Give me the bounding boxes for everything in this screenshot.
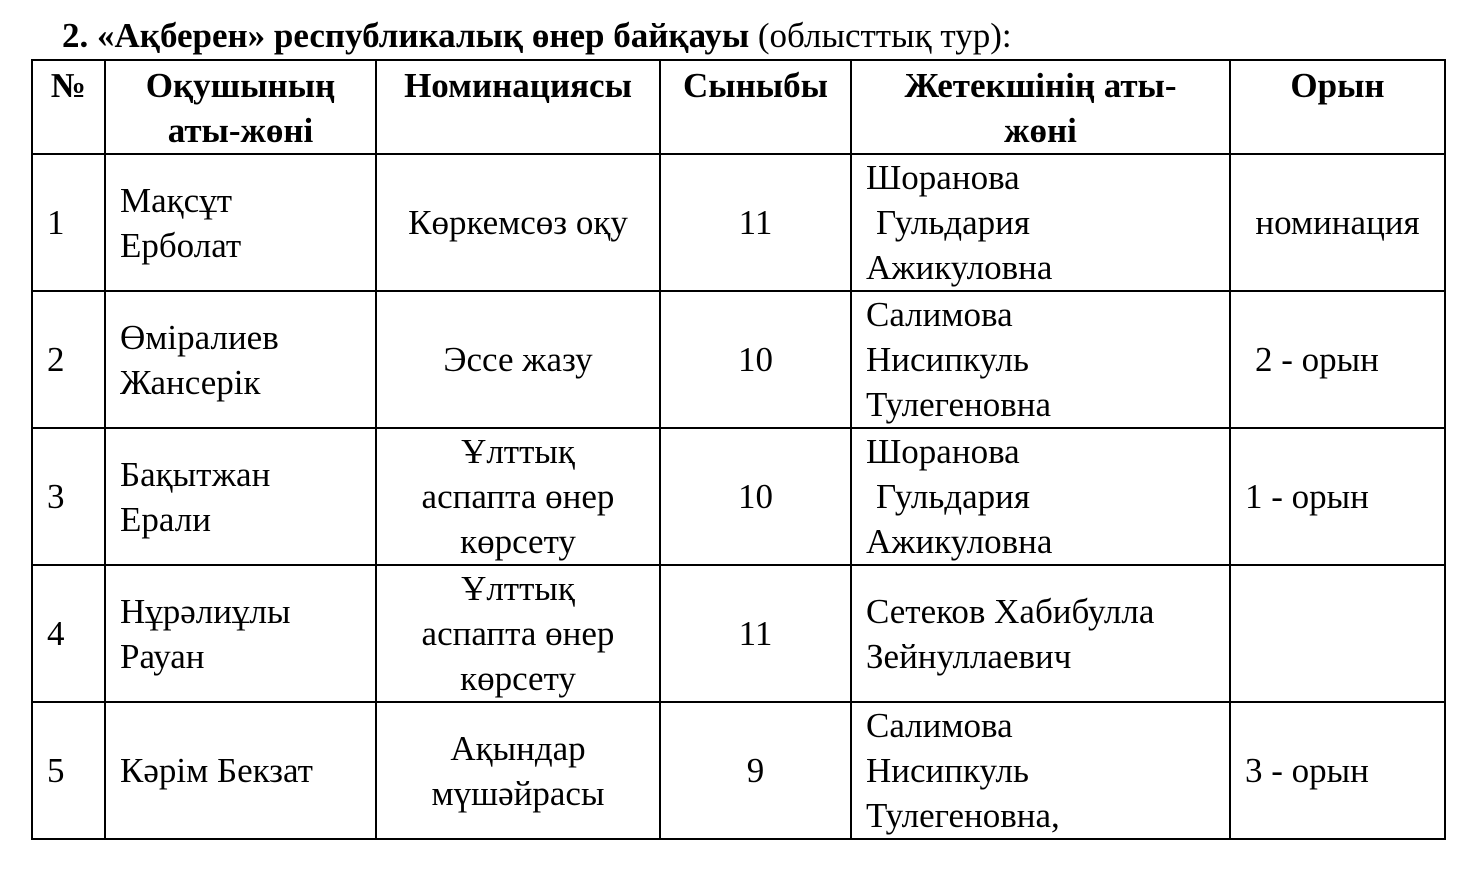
- table-row: [32, 291, 1445, 428]
- cell-line: Жансерік: [120, 362, 261, 402]
- cell-line: Шоранова: [866, 432, 1020, 471]
- cell-leader-name: [851, 702, 1230, 839]
- cell-line: Сетеков Хабибулла: [866, 591, 1155, 631]
- cell-line: Мақсұт: [120, 180, 232, 220]
- cell-place: номинация: [1230, 154, 1445, 291]
- cell-leader-name: [851, 565, 1230, 702]
- cell-line: Салимова: [866, 706, 1013, 745]
- header-grade: Сыныбы: [660, 60, 851, 154]
- cell-grade: 10: [660, 428, 851, 565]
- cell-line: Салимова: [866, 295, 1013, 334]
- cell-student-name: [105, 565, 376, 702]
- cell-nomination: [376, 428, 660, 565]
- table-header-row: [32, 60, 1445, 154]
- cell-student-name: [105, 428, 376, 565]
- section-heading: [62, 14, 1012, 58]
- heading-title: 2. «Ақберен» республикалық өнер байқауы: [62, 16, 750, 55]
- cell-num: 5: [32, 702, 105, 839]
- cell-num: 2: [32, 291, 105, 428]
- table-row: [32, 154, 1445, 291]
- cell-line: Ерболат: [120, 225, 242, 265]
- header-place: Орын: [1230, 60, 1445, 154]
- cell-line: Ерали: [120, 499, 211, 539]
- cell-nomination: [376, 702, 660, 839]
- cell-line: Тулегеновна: [866, 385, 1052, 424]
- cell-num: 1: [32, 154, 105, 291]
- cell-line: Эссе жазу: [443, 340, 593, 379]
- header-student-name: [105, 60, 376, 154]
- cell-student-name: [105, 702, 376, 839]
- cell-line: Нисипкуль: [866, 751, 1029, 790]
- cell-place: 2 - орын: [1230, 291, 1445, 428]
- cell-line: аспапта өнер: [421, 477, 615, 516]
- table-row: [32, 428, 1445, 565]
- cell-line: Шоранова: [866, 158, 1020, 197]
- cell-num: 4: [32, 565, 105, 702]
- cell-line: Ұлттық: [461, 569, 575, 608]
- header-line: Оқушының: [145, 66, 336, 105]
- cell-line: аспапта өнер: [421, 614, 615, 653]
- cell-line: Ұлттық: [461, 432, 575, 471]
- header-num: №: [32, 60, 105, 154]
- cell-student-name: [105, 291, 376, 428]
- cell-line: Көркемсөз оқу: [408, 203, 628, 242]
- header-line: аты-жөні: [167, 111, 314, 150]
- cell-line: көрсету: [460, 522, 576, 561]
- cell-place: 1 - орын: [1230, 428, 1445, 565]
- table-row: [32, 702, 1445, 839]
- cell-line: Ақындар: [450, 728, 586, 768]
- cell-place: 3 - орын: [1230, 702, 1445, 839]
- cell-line: Өміралиев: [120, 317, 279, 357]
- cell-student-name: [105, 154, 376, 291]
- cell-leader-name: [851, 291, 1230, 428]
- results-table: [31, 59, 1446, 840]
- cell-line: Кәрім Бекзат: [120, 751, 313, 790]
- cell-leader-name: [851, 428, 1230, 565]
- cell-line: Нисипкуль: [866, 340, 1029, 379]
- cell-line: Гульдария: [876, 477, 1030, 516]
- header-nomination: Номинациясы: [376, 60, 660, 154]
- cell-leader-name: [851, 154, 1230, 291]
- cell-num: 3: [32, 428, 105, 565]
- table-row: [32, 565, 1445, 702]
- cell-nomination: [376, 154, 660, 291]
- header-line: жөні: [1004, 111, 1077, 150]
- cell-grade: 9: [660, 702, 851, 839]
- cell-grade: 11: [660, 154, 851, 291]
- cell-line: Рауан: [120, 636, 205, 676]
- header-leader-name: [851, 60, 1230, 154]
- cell-grade: 10: [660, 291, 851, 428]
- cell-nomination: [376, 565, 660, 702]
- cell-line: Ажикуловна: [866, 248, 1053, 287]
- cell-line: Ажикуловна: [866, 522, 1053, 561]
- cell-grade: 11: [660, 565, 851, 702]
- cell-line: Гульдария: [876, 203, 1030, 242]
- header-line: Жетекшінің аты-: [904, 66, 1177, 105]
- cell-line: мүшәйрасы: [431, 773, 605, 813]
- cell-line: көрсету: [460, 659, 576, 698]
- cell-line: Нұрәлиұлы: [120, 591, 291, 631]
- cell-place: [1230, 565, 1445, 702]
- cell-line: Бақытжан: [120, 454, 271, 494]
- cell-line: Тулегеновна,: [866, 796, 1060, 835]
- heading-subtitle: (облысттық тур):: [749, 16, 1012, 55]
- cell-line: Зейнуллаевич: [866, 636, 1072, 676]
- cell-nomination: [376, 291, 660, 428]
